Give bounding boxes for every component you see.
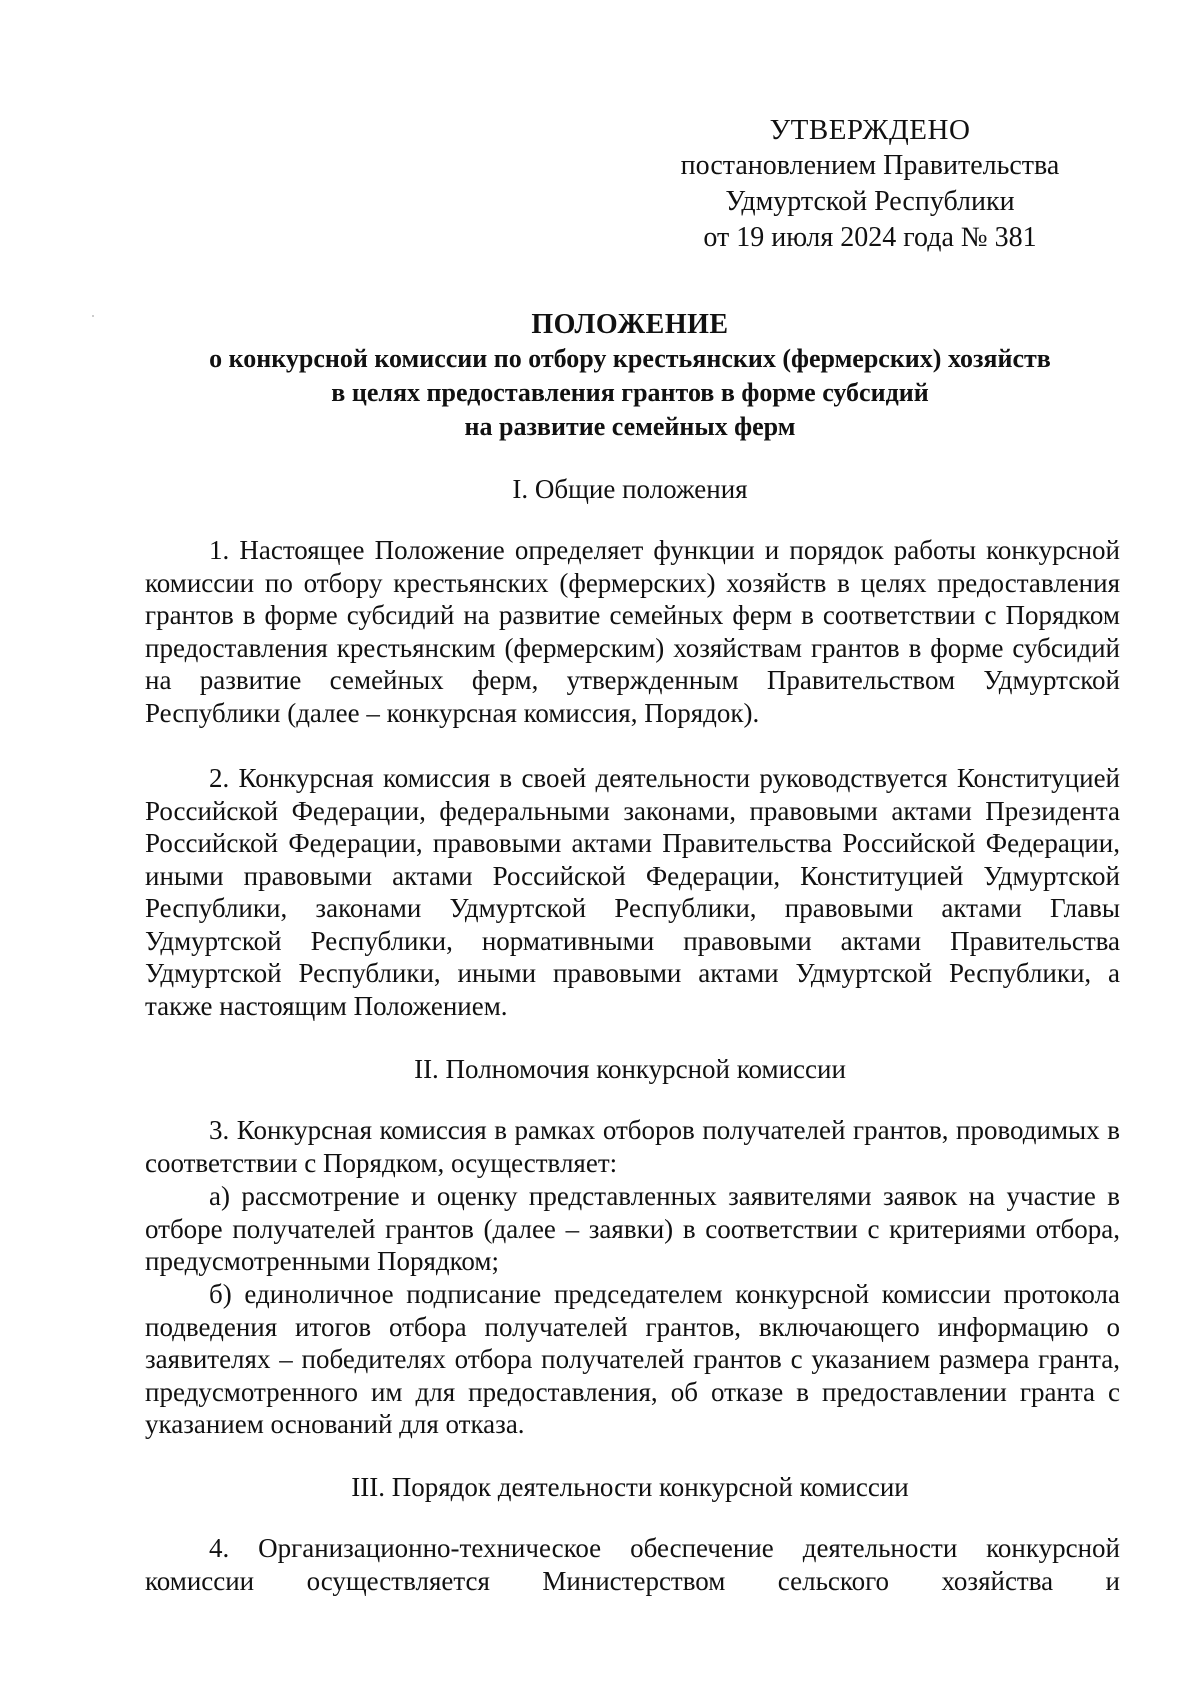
approval-line-3: от 19 июля 2024 года № 381 bbox=[703, 222, 1037, 253]
paragraph-1: 1. Настоящее Положение определяет функции и порядок работы конкурсной комиссии по отбору крестьянских (фермерских) хозяйств в целях предоставления грантов в форме субсидий на развитие семейных ферм в соответствии с Порядком предоставления крестьянским (фермерским) хозяйствам грантов в форме субсидий на развитие семейных ферм, утвержденным Правительством Удмуртской Республики (далее – конкурсная комиссия, Порядок). bbox=[145, 535, 1120, 728]
approval-stamp-block bbox=[640, 112, 1100, 256]
approval-line-2: Удмуртской Республики bbox=[725, 186, 1015, 217]
document-heading bbox=[140, 308, 1120, 444]
paragraph-2: 2. Конкурсная комиссия в своей деятельности руководствуется Конституцией Российской Федерации, федеральными законами, правовыми актами Президента Российской Федерации, правовыми актами Правительства Российской Федерации, иными правовыми актами Российской Федерации, Конституцией Удмуртской Республики, законами Удмуртской Республики, правовыми актами Главы Удмуртской Республики, нормативными правовыми актами Правительства Удмуртской Республики, иными правовыми актами Удмуртской Республики, а также настоящим Положением. bbox=[145, 763, 1120, 1021]
heading-line-3: на развитие семейных ферм bbox=[464, 412, 796, 441]
heading-title: ПОЛОЖЕНИЕ bbox=[531, 309, 729, 340]
approval-line-1: постановлением Правительства bbox=[680, 150, 1060, 181]
scan-speck bbox=[92, 315, 94, 317]
section-title-2: II. Полномочия конкурсной комиссии bbox=[414, 1054, 846, 1084]
section-title-3: III. Порядок деятельности конкурсной комиссии bbox=[351, 1472, 909, 1502]
paragraph-4: 4. Организационно-техническое обеспечение деятельности конкурсной комиссии осуществляется Министерством сельского хозяйства и bbox=[145, 1533, 1120, 1596]
paragraph-3: 3. Конкурсная комиссия в рамках отборов получателей грантов, проводимых в соответствии с Порядком, осуществляет: bbox=[145, 1115, 1120, 1178]
section-title-1: I. Общие положения bbox=[512, 474, 748, 504]
heading-line-1: о конкурсной комиссии по отбору крестьянских (фермерских) хозяйств bbox=[209, 344, 1051, 373]
paragraph-3b: б) единоличное подписание председателем конкурсной комиссии протокола подведения итогов отбора получателей грантов, включающего информацию о заявителях – победителях отбора получателей грантов с указанием размера гранта, предусмотренного им для предоставления, об отказе в предоставлении гранта с указанием оснований для отказа. bbox=[145, 1279, 1120, 1439]
approval-title: УТВЕРЖДЕНО bbox=[769, 114, 971, 146]
heading-line-2: в целях предоставления грантов в форме субсидий bbox=[331, 378, 929, 407]
paragraph-3a: а) рассмотрение и оценку представленных заявителями заявок на участие в отборе получателей грантов (далее – заявки) в соответствии с критериями отбора, предусмотренными Порядком; bbox=[145, 1181, 1120, 1276]
